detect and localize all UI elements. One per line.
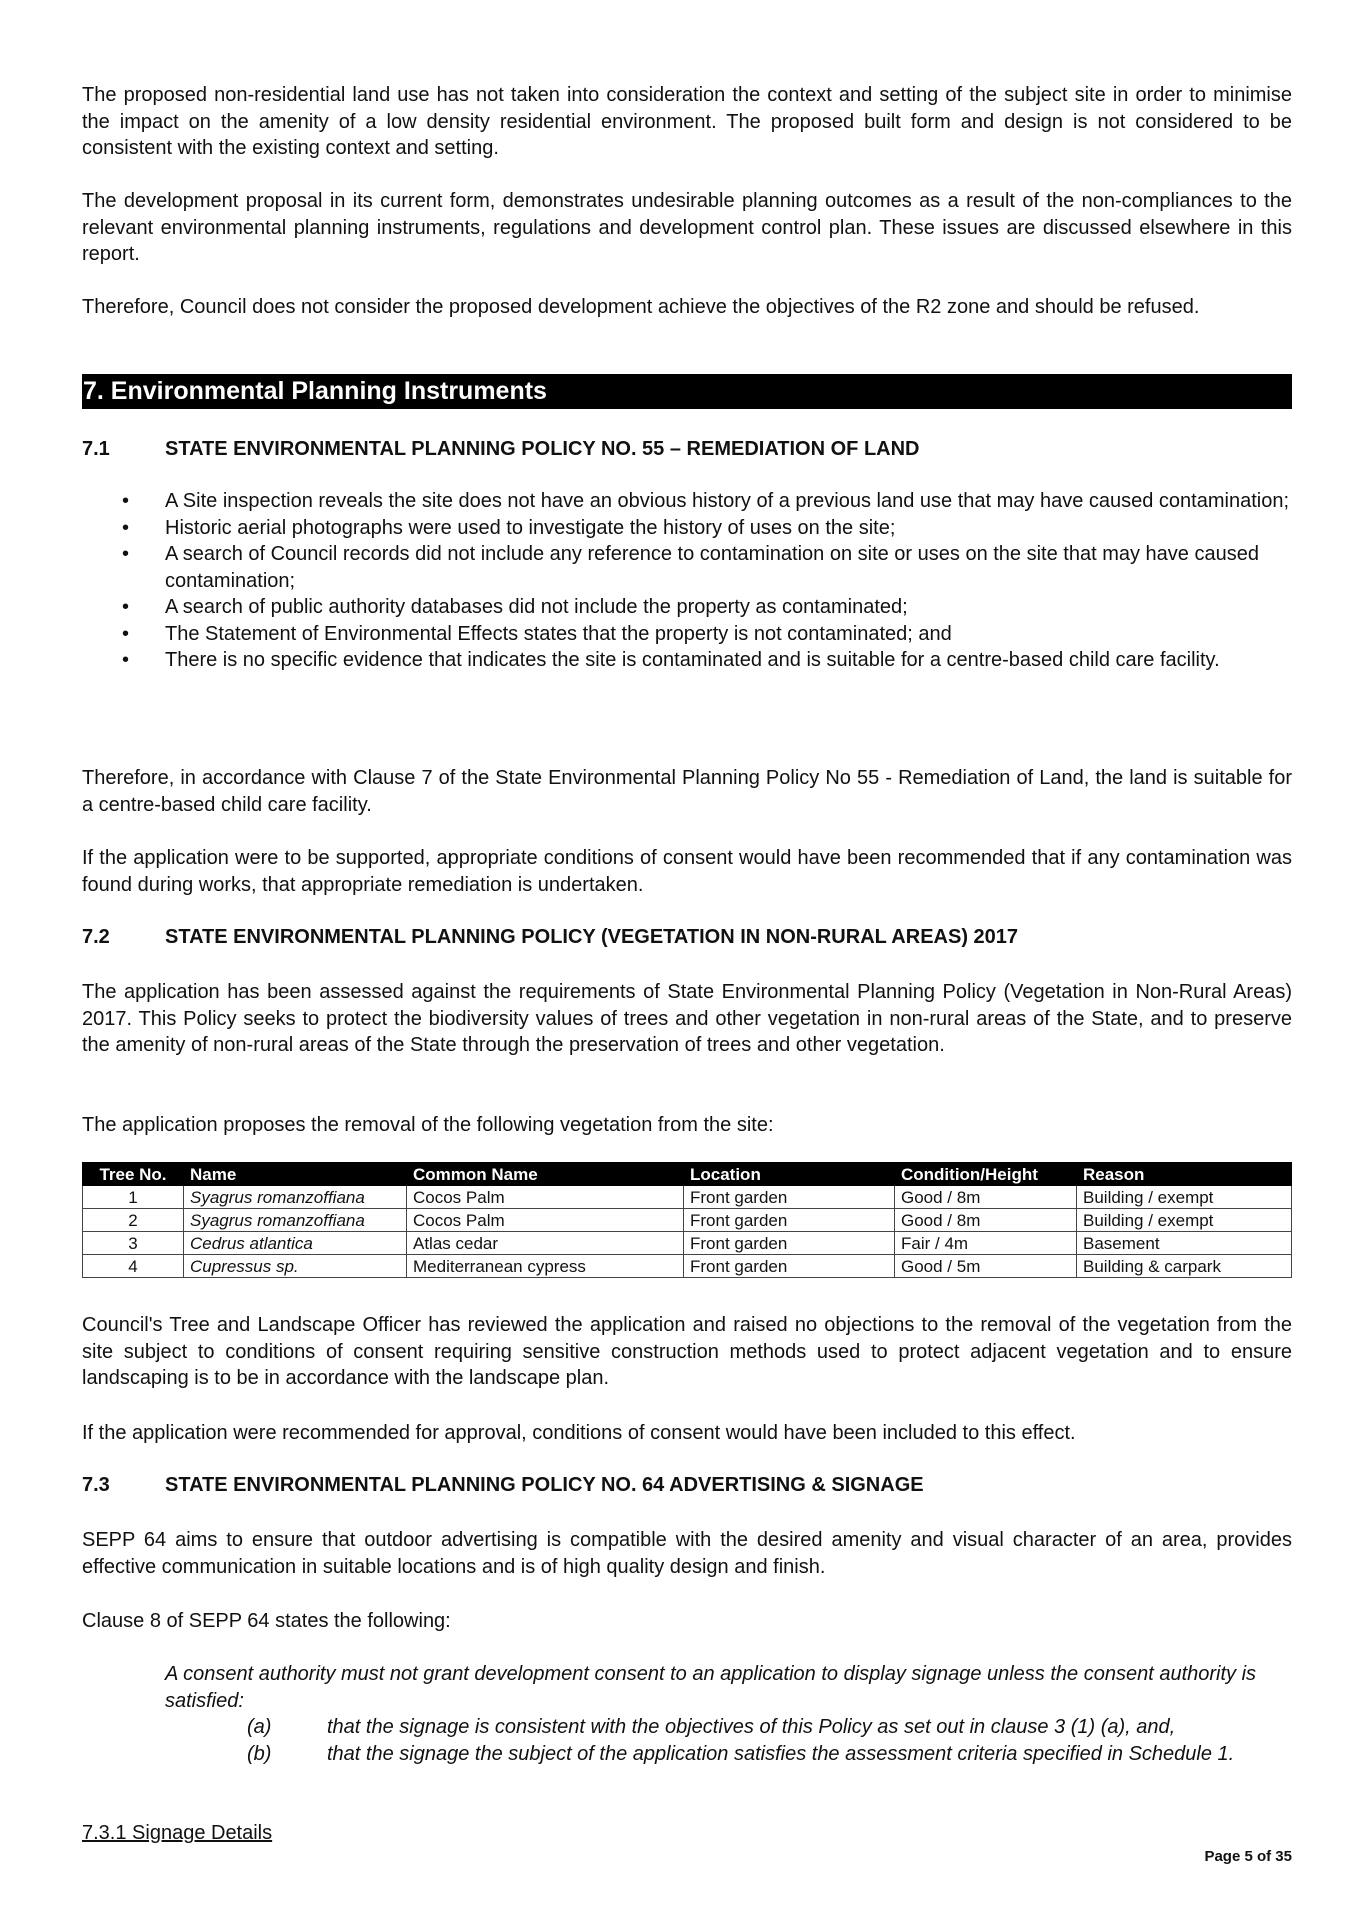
clause-item-text: that the signage is consistent with the objectives of this Policy as set out in clause 3 (1) (a), and,	[327, 1716, 1176, 1738]
heading-number: 7.1	[82, 438, 110, 460]
table-cell: 3	[83, 1232, 184, 1255]
column-header: Location	[684, 1163, 895, 1186]
table-cell: Basement	[1077, 1232, 1292, 1255]
s73-paragraph-2: Clause 8 of SEPP 64 states the following:	[82, 1610, 451, 1632]
table-cell: Building / exempt	[1077, 1186, 1292, 1209]
clause-item-text: that the signage the subject of the application satisfies the assessment criteria specified in Schedule 1.	[327, 1743, 1235, 1765]
table-cell: 2	[83, 1209, 184, 1232]
clause-item-label: (b)	[247, 1743, 272, 1765]
table-row	[83, 1209, 1292, 1232]
heading-7-1	[82, 436, 1292, 462]
table-cell: Front garden	[684, 1209, 895, 1232]
section-heading: 7. Environmental Planning Instruments	[83, 377, 547, 405]
table-cell: Front garden	[684, 1186, 895, 1209]
column-header: Reason	[1077, 1163, 1292, 1186]
heading-text: STATE ENVIRONMENTAL PLANNING POLICY (VEGETATION IN NON-RURAL AREAS) 2017	[165, 926, 1019, 948]
table-row	[83, 1255, 1292, 1278]
bullet-icon: •	[122, 490, 130, 512]
s73-paragraph-1: SEPP 64 aims to ensure that outdoor advertising is compatible with the desired amenity and visual character of an area, provides effective communication in suitable locations and is of high quality design and finish.	[82, 1529, 1292, 1578]
bullet-icon: •	[122, 596, 130, 618]
bullet-icon: •	[122, 516, 130, 539]
tree-removal-table	[82, 1162, 1292, 1278]
heading-7-3	[82, 1472, 1292, 1498]
column-header: Tree No.	[83, 1163, 184, 1186]
list-item: • A search of Council records did not include any reference to contamination on site or uses on the site that may have caused contamination;	[122, 543, 1259, 592]
table-cell: Good / 8m	[895, 1186, 1077, 1209]
clause-item-label: (a)	[247, 1716, 272, 1738]
table-cell: Front garden	[684, 1255, 895, 1278]
s72-paragraph-3: Council's Tree and Landscape Officer has reviewed the application and raised no objections to the removal of the vegetation from the site subject to conditions of consent requiring sensitive construction methods used to protect adjacent vegetation and to ensure landscaping is to be in accordance with the landscape plan.	[82, 1314, 1292, 1389]
table-cell: Good / 5m	[895, 1255, 1077, 1278]
table-cell: 4	[83, 1255, 184, 1278]
column-header: Common Name	[407, 1163, 684, 1186]
bullet-icon: •	[122, 543, 130, 565]
intro-paragraph-3: Therefore, Council does not consider the proposed development achieve the objectives of the R2 zone and should be refused.	[82, 296, 1200, 318]
table-cell: Building & carpark	[1077, 1255, 1292, 1278]
quoted-clause: A consent authority must not grant development consent to an application to display signage unless the consent authority is satisfied:	[165, 1663, 1257, 1712]
table-cell: Good / 8m	[895, 1209, 1077, 1232]
table-cell: Fair / 4m	[895, 1232, 1077, 1255]
heading-number: 7.3	[82, 1474, 110, 1496]
list-item: • A Site inspection reveals the site does not have an obvious history of a previous land use that may have caused contamination;	[82, 488, 1292, 515]
table-cell: Cocos Palm	[407, 1186, 684, 1209]
column-header: Condition/Height	[895, 1163, 1077, 1186]
column-header: Name	[184, 1163, 407, 1186]
list-item: • The Statement of Environmental Effects states that the property is not contaminated; and	[82, 621, 1292, 648]
table-cell: Building / exempt	[1077, 1209, 1292, 1232]
table-cell: Syagrus romanzoffiana	[184, 1209, 407, 1232]
s71-paragraph-1: Therefore, in accordance with Clause 7 of the State Environmental Planning Policy No 55 - Remediation of Land, the land is suitable for a centre-based child care facility.	[82, 767, 1292, 816]
table-header-row	[83, 1163, 1292, 1186]
section-heading-bar	[82, 374, 1292, 409]
heading-number: 7.2	[82, 926, 110, 948]
s71-paragraph-2: If the application were to be supported, appropriate conditions of consent would have been recommended that if any contamination was found during works, that appropriate remediation is undertaken.	[82, 847, 1292, 896]
s72-paragraph-2: The application proposes the removal of the following vegetation from the site:	[82, 1114, 774, 1136]
table-cell: 1	[83, 1186, 184, 1209]
list-item: • A search of public authority databases did not include the property as contaminated;	[82, 594, 1292, 621]
table-cell: Front garden	[684, 1232, 895, 1255]
table-cell: Syagrus romanzoffiana	[184, 1186, 407, 1209]
bullet-icon: •	[122, 622, 130, 645]
list-item: • Historic aerial photographs were used to investigate the history of uses on the site;	[82, 515, 1292, 542]
intro-paragraph-1: The proposed non-residential land use has not taken into consideration the context and setting of the subject site in order to minimise the impact on the amenity of a low density residential environment. The proposed built form and design is not considered to be consistent with the existing context and setting.	[82, 84, 1292, 159]
subheading-signage-details: 7.3.1 Signage Details	[82, 1822, 273, 1844]
table-cell: Mediterranean cypress	[407, 1255, 684, 1278]
bullet-icon: •	[122, 649, 130, 671]
table-row	[83, 1186, 1292, 1209]
intro-paragraph-2: The development proposal in its current form, demonstrates undesirable planning outcomes as a result of the non-compliances to the relevant environmental planning instruments, regulations and development control plan. These issues are discussed elsewhere in this report.	[82, 190, 1292, 265]
table-row	[83, 1232, 1292, 1255]
heading-text: STATE ENVIRONMENTAL PLANNING POLICY NO. 55 – REMEDIATION OF LAND	[165, 438, 920, 460]
heading-text: STATE ENVIRONMENTAL PLANNING POLICY NO. 64 ADVERTISING & SIGNAGE	[165, 1474, 924, 1496]
table-cell: Cupressus sp.	[184, 1255, 407, 1278]
table-cell: Cocos Palm	[407, 1209, 684, 1232]
page-number: Page 5 of 35	[1204, 1848, 1292, 1865]
table-cell: Atlas cedar	[407, 1232, 684, 1255]
s72-paragraph-1: The application has been assessed against the requirements of State Environmental Planning Policy (Vegetation in Non-Rural Areas) 2017. This Policy seeks to protect the biodiversity values of trees and other vegetation in non-rural areas of the State, and to preserve the amenity of non-rural areas of the State through the preservation of trees and other vegetation.	[82, 981, 1292, 1056]
heading-7-2	[82, 924, 1292, 950]
bullet-list	[82, 488, 1292, 674]
table-cell: Cedrus atlantica	[184, 1232, 407, 1255]
s72-paragraph-4: If the application were recommended for approval, conditions of consent would have been included to this effect.	[82, 1422, 1076, 1444]
list-item: • There is no specific evidence that indicates the site is contaminated and is suitable for a centre-based child care facility.	[82, 647, 1292, 674]
